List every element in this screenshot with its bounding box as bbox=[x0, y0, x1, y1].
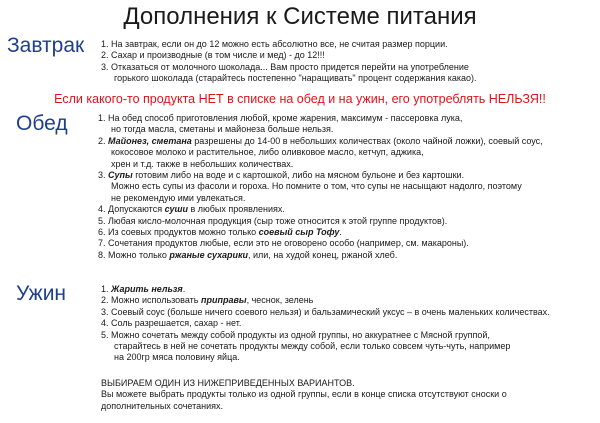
rye-crackers-term: ржаные сухарики bbox=[169, 249, 249, 260]
item-number: 2. bbox=[98, 135, 109, 146]
mayonnaise-sour-cream-term: Майонез, сметана bbox=[108, 135, 192, 146]
item-text: . bbox=[339, 227, 342, 238]
lunch-item: Можно есть супы из фасоли и гороха. Но помните о том, что супы не насыщают надолго, поэтому bbox=[111, 181, 522, 192]
lunch-item: но тогда масла, сметаны и майонеза больше нельзя. bbox=[111, 124, 334, 135]
lunch-item bbox=[98, 227, 543, 238]
dinner-item: 3. Соевый соус (больше ничего соевого нельзя) и бальзамический уксус – в очень маленьких количествах. bbox=[101, 306, 550, 317]
dinner-item: старайтесь в ней не сочетать продукты между собой, если только совсем чуть-чуть, например bbox=[114, 341, 511, 352]
item-text: . bbox=[182, 284, 186, 294]
lunch-item: кокосовое молоко и растительное, либо оливковое масло, кетчуп, аджика, bbox=[111, 147, 424, 158]
lunch-item bbox=[98, 170, 543, 181]
choice-note bbox=[101, 378, 507, 412]
breakfast-heading: Завтрак bbox=[7, 34, 85, 57]
item-text: , или, на худой конец, ржаной хлеб. bbox=[248, 249, 398, 260]
item-text: готовим либо на воде и с картошкой, либо на мясном бульоне и без картошки. bbox=[132, 170, 465, 181]
breakfast-list bbox=[101, 39, 477, 85]
lunch-item: 5. Любая кисло-молочная продукция (сыр тоже относится к этой группе продуктов). bbox=[98, 215, 448, 226]
lunch-item bbox=[98, 136, 543, 147]
spices-term: приправы bbox=[200, 295, 247, 306]
soups-term: Супы bbox=[108, 170, 133, 181]
breakfast-item: 1. На завтрак, если он до 12 можно есть абсолютно все, не считая размер порции. bbox=[101, 39, 448, 49]
choice-text: Вы можете выбрать продукты только из одной группы, если в конце списка отсутствуют сноски о bbox=[101, 389, 507, 400]
warning-banner: Если какого-то продукта НЕТ в списке на обед и на ужин, его употреблять НЕЛЬЗЯ!! bbox=[54, 92, 546, 106]
no-frying-term: Жарить нельзя bbox=[111, 284, 183, 294]
breakfast-item: 2. Сахар и производные (в том числе и мед) - до 12!!! bbox=[101, 50, 325, 61]
dinner-item bbox=[101, 295, 550, 306]
lunch-item: 7. Сочетания продуктов любые, если это не оговорено особо (например, см. макароны). bbox=[98, 238, 469, 249]
dinner-item: 5. Можно сочетать между собой продукты из одной группы, но аккуратнее с Мясной группой, bbox=[101, 329, 490, 340]
lunch-list bbox=[98, 113, 543, 261]
item-text: , чеснок, зелень bbox=[246, 295, 314, 306]
lunch-item bbox=[98, 250, 543, 261]
item-text: 2. Можно использовать bbox=[101, 295, 201, 306]
item-text: разрешены до 14-00 в небольших количествах (около чайной ложки), соевый соус, bbox=[191, 135, 543, 146]
item-number: 1. bbox=[101, 284, 112, 294]
item-text: в любых проявлениях. bbox=[187, 204, 285, 215]
item-number: 3. bbox=[98, 170, 109, 181]
lunch-heading: Обед bbox=[16, 112, 68, 135]
choice-heading: ВЫБИРАЕМ ОДИН ИЗ НИЖЕПРИВЕДЕННЫХ ВАРИАНТОВ. bbox=[101, 378, 355, 388]
dinner-item bbox=[101, 284, 550, 295]
dinner-heading: Ужин bbox=[16, 282, 67, 305]
breakfast-item: горького шоколада (старайтесь постепенно "наращивать" процент содержания какао). bbox=[114, 73, 477, 84]
choice-text: дополнительных сочетаниях. bbox=[101, 400, 223, 411]
page-title: Дополнения к Системе питания bbox=[123, 3, 477, 30]
dinner-item: на 200гр мяса половину яйца. bbox=[114, 352, 240, 363]
dinner-item: 4. Соль разрешается, сахар - нет. bbox=[101, 318, 242, 329]
tofu-term: соевый сыр Тофу bbox=[258, 227, 340, 238]
lunch-item: хрен и т.д. также в небольших количествах. bbox=[111, 158, 294, 169]
sushi-term: суши bbox=[164, 204, 188, 215]
lunch-item: 1. На обед способ приготовления любой, кроме жарения, максимум - пассеровка лука, bbox=[98, 113, 463, 123]
item-text: 6. Из соевых продуктов можно только bbox=[98, 227, 259, 238]
lunch-item: не рекомендую ими увлекаться. bbox=[111, 192, 246, 203]
item-text: 8. Можно только bbox=[98, 249, 170, 260]
lunch-item bbox=[98, 204, 543, 215]
dinner-list bbox=[101, 284, 550, 364]
breakfast-item: 3. Отказаться от молочного шоколада... Вам просто придется перейти на употребление bbox=[101, 61, 469, 72]
item-text: 4. Допускаются bbox=[98, 204, 165, 215]
